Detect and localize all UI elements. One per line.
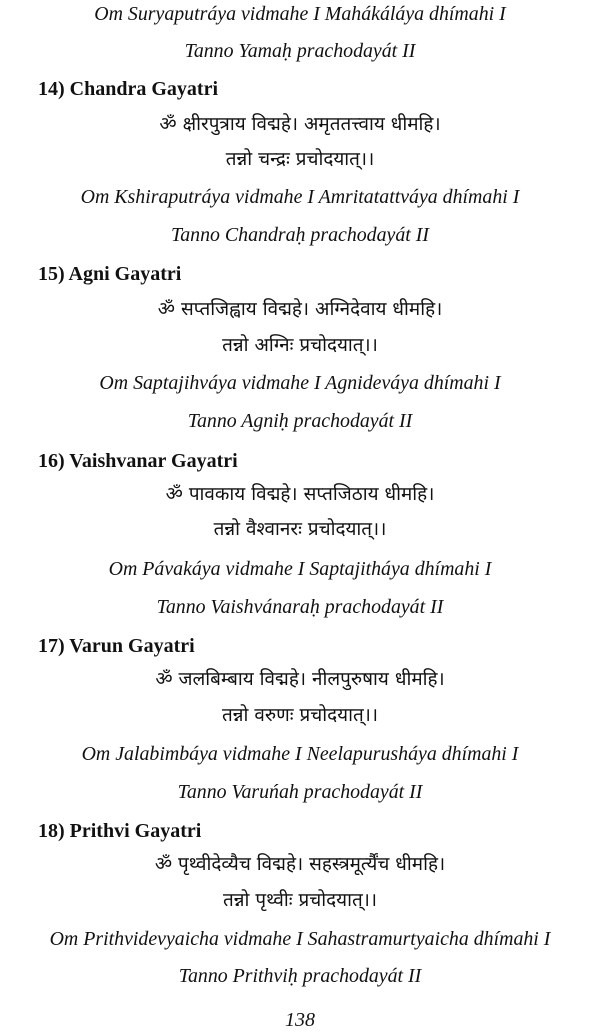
sanskrit-line-2-varun: तन्नो वरुणः प्रचोदयात्।। bbox=[221, 704, 379, 726]
intro-transliteration-line-2: Tanno Yamaḥ prachodayát II bbox=[184, 40, 416, 62]
transliteration-line-2-vaishvanar: Tanno Vaishvánaraḥ prachodayát II bbox=[156, 596, 444, 618]
intro-transliteration-line-1: Om Suryaputráya vidmahe I Mahákáláya dhímahi I bbox=[94, 3, 506, 25]
sanskrit-line-2-vaishvanar: तन्नो वैश्वानरः प्रचोदयात्।। bbox=[213, 518, 387, 540]
transliteration-line-1-agni: Om Saptajihváya vidmahe I Agnideváya dhímahi I bbox=[99, 372, 501, 394]
transliteration-line-1-prithvi: Om Prithvidevyaicha vidmahe I Sahastramurtyaicha dhímahi I bbox=[49, 928, 551, 950]
transliteration-line-1-vaishvanar: Om Pávakáya vidmahe I Saptajitháya dhímahi I bbox=[108, 558, 492, 580]
sanskrit-line-2-chandra: तन्नो चन्द्रः प्रचोदयात्।। bbox=[225, 148, 375, 170]
transliteration-line-1-varun: Om Jalabimbáya vidmahe I Neelapurusháya dhímahi I bbox=[81, 743, 519, 765]
sanskrit-line-1-agni: ॐ सप्तजिह्वाय विद्महे। अग्निदेवाय धीमहि। bbox=[157, 298, 443, 320]
sanskrit-line-1-vaishvanar: ॐ पावकाय विद्महे। सप्तजिठाय धीमहि। bbox=[165, 483, 435, 505]
section-heading-agni: 15) Agni Gayatri bbox=[38, 263, 182, 285]
section-heading-varun: 17) Varun Gayatri bbox=[38, 635, 195, 657]
sanskrit-line-2-agni: तन्नो अग्निः प्रचोदयात्।। bbox=[222, 334, 378, 356]
transliteration-line-2-varun: Tanno Varuńah prachodayát II bbox=[177, 781, 423, 803]
page-number: 138 bbox=[285, 1009, 315, 1031]
section-heading-vaishvanar: 16) Vaishvanar Gayatri bbox=[38, 450, 238, 472]
section-heading-prithvi: 18) Prithvi Gayatri bbox=[38, 820, 202, 842]
transliteration-line-1-chandra: Om Kshiraputráya vidmahe I Amritatattváya dhímahi I bbox=[80, 186, 520, 208]
transliteration-line-2-agni: Tanno Agniḥ prachodayát II bbox=[187, 410, 413, 432]
sanskrit-line-1-prithvi: ॐ पृथ्वीदेव्यैच विद्महे। सहस्त्रमूर्त्यैंच धीमहि। bbox=[154, 853, 446, 875]
section-heading-chandra: 14) Chandra Gayatri bbox=[38, 78, 218, 100]
sanskrit-line-1-chandra: ॐ क्षीरपुत्राय विद्महे। अमृततत्त्वाय धीमहि। bbox=[159, 113, 441, 135]
sanskrit-line-2-prithvi: तन्नो पृथ्वीः प्रचोदयात्।। bbox=[222, 889, 378, 911]
sanskrit-line-1-varun: ॐ जलबिम्बाय विद्महे। नीलपुरुषाय धीमहि। bbox=[155, 668, 445, 690]
transliteration-line-2-prithvi: Tanno Prithviḥ prachodayát II bbox=[178, 965, 422, 987]
transliteration-line-2-chandra: Tanno Chandraḥ prachodayát II bbox=[171, 224, 429, 246]
